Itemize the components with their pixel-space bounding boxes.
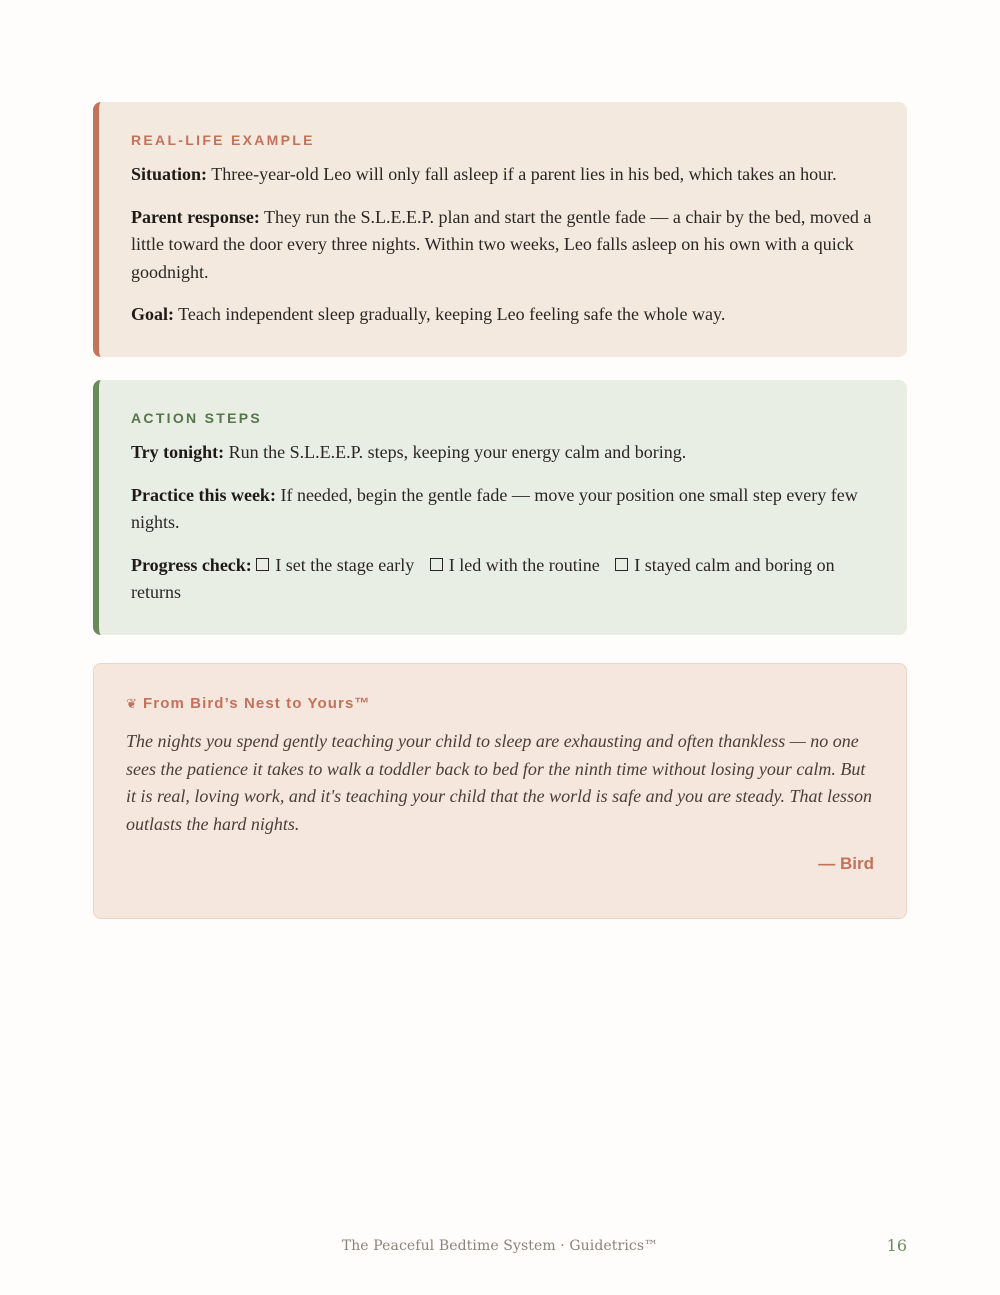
checklist-item-label: I stayed calm and boring on returns: [131, 554, 835, 602]
situation-text: Three-year-old Leo will only fall asleep if a parent lies in his bed, which takes an hour.: [207, 164, 837, 184]
note-heading-text: From Bird’s Nest to Yours™: [143, 695, 371, 712]
example-eyebrow: REAL-LIFE EXAMPLE: [131, 132, 315, 148]
note-signature: — Bird: [818, 854, 874, 873]
checklist-item-label: I led with the routine: [448, 554, 600, 575]
checkbox-icon[interactable]: [615, 558, 628, 571]
checkbox-icon[interactable]: [256, 558, 269, 571]
note-quote: The nights you spend gently teaching your child to sleep are exhausting and often thankless — no one sees the patience it takes to walk a toddler back to bed for the ninth time without losing your calm. But it is real, loving work, and it's teaching your child that the world is safe and you are steady. That lesson outlasts the hard nights.: [126, 731, 872, 834]
try-tonight-text: Run the S.L.E.E.P. steps, keeping your energy calm and boring.: [224, 442, 687, 462]
parent-response-paragraph: [131, 204, 875, 287]
page-footer: The Peaceful Bedtime System · Guidetrics™: [341, 1238, 659, 1254]
practice-week-paragraph: [131, 482, 875, 537]
practice-week-text: If needed, begin the gentle fade — move your position one small step every few nights.: [131, 484, 858, 532]
goal-text: Teach independent sleep gradually, keeping Leo feeling safe the whole way.: [174, 304, 726, 324]
action-eyebrow: ACTION STEPS: [131, 410, 263, 426]
goal-paragraph: [131, 301, 875, 329]
try-tonight-paragraph: [131, 439, 875, 467]
progress-check-label: Progress check:: [131, 554, 252, 575]
situation-paragraph: [131, 161, 875, 189]
parent-response-label: Parent response:: [131, 206, 260, 227]
situation-label: Situation:: [131, 164, 208, 184]
checkbox-icon[interactable]: [430, 558, 443, 571]
real-life-example-card: [93, 102, 907, 357]
page-number: 16: [886, 1236, 907, 1255]
checklist-item-label: I set the stage early: [275, 554, 415, 575]
birds-nest-note-card: [93, 663, 907, 919]
practice-week-label: Practice this week:: [131, 484, 276, 505]
floral-heart-icon: ❦: [126, 697, 138, 712]
progress-check-paragraph: [131, 552, 875, 607]
goal-label: Goal:: [131, 304, 174, 324]
action-steps-card: [93, 380, 907, 635]
try-tonight-label: Try tonight:: [131, 442, 225, 462]
note-heading: [126, 695, 874, 714]
checklist-item[interactable]: [256, 555, 414, 575]
parent-response-text: They run the S.L.E.E.P. plan and start the gentle fade — a chair by the bed, moved a little toward the door every three nights. Within two weeks, Leo falls asleep on his own with a quick goodnight.: [131, 206, 872, 282]
checklist-item[interactable]: [430, 555, 600, 575]
